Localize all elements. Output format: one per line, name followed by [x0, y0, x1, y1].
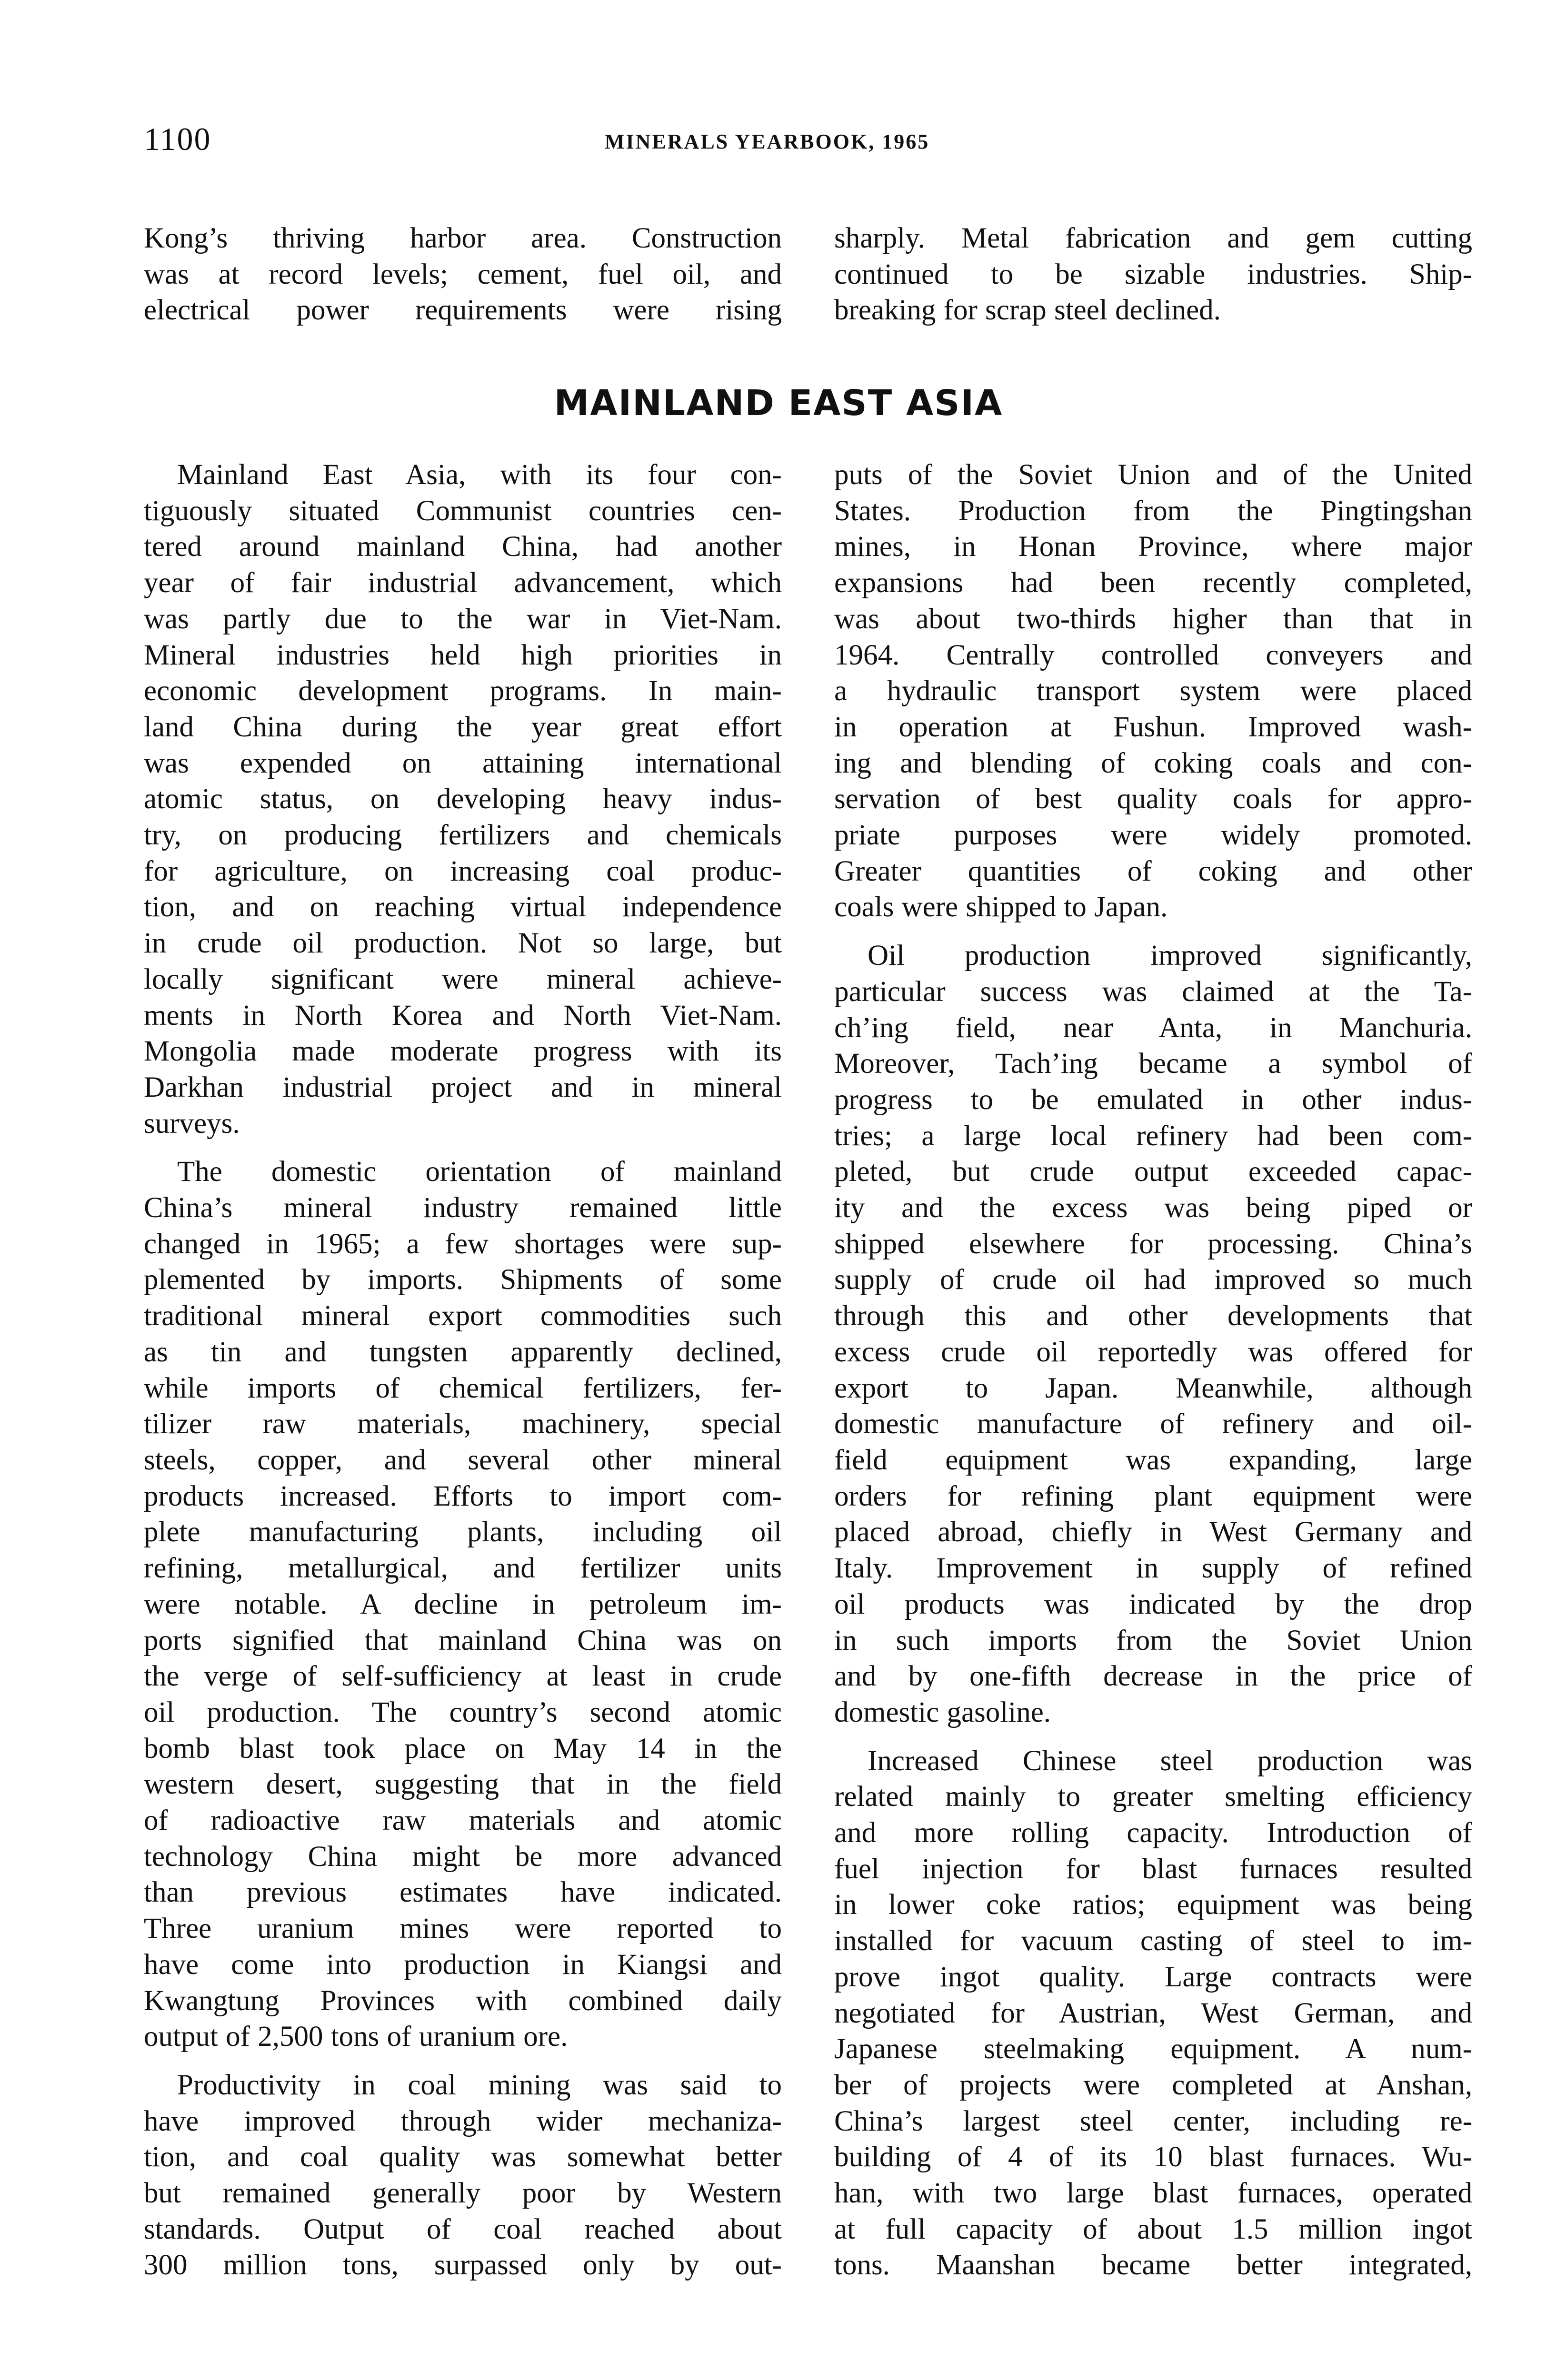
text-line: prove ingot quality. Large contracts were: [834, 1961, 1472, 1993]
text-line: have come into production in Kiangsi and: [144, 1948, 782, 1981]
text-line: than previous estimates have indicated.: [144, 1876, 782, 1909]
text-line: year of fair industrial advancement, which: [144, 567, 782, 599]
text-line: Three uranium mines were reported to: [144, 1913, 782, 1945]
text-line: han, with two large blast furnaces, operated: [834, 2177, 1472, 2210]
text-line: have improved through wider mechaniza-: [144, 2105, 782, 2137]
text-line: of radioactive raw materials and atomic: [144, 1805, 782, 1837]
text-line: Productivity in coal mining was said to: [177, 2069, 782, 2101]
text-line: plete manufacturing plants, including oil: [144, 1516, 782, 1548]
text-line: related mainly to greater smelting efficiency: [834, 1781, 1472, 1813]
text-line: Mineral industries held high priorities in: [144, 639, 782, 671]
text-line: Japanese steelmaking equipment. A num-: [834, 2033, 1472, 2065]
text-line: Increased Chinese steel production was: [868, 1745, 1472, 1777]
text-line: locally significant were mineral achieve-: [144, 963, 782, 995]
text-line: tons. Maanshan became better integrated,: [834, 2249, 1472, 2281]
page-number: 1100: [144, 121, 211, 157]
text-line: in lower coke ratios; equipment was being: [834, 1889, 1472, 1921]
text-line: technology China might be more advanced: [144, 1840, 782, 1873]
text-line: progress to be emulated in other indus-: [834, 1083, 1472, 1116]
text-line: Darkhan industrial project and in mineral: [144, 1071, 782, 1103]
paragraph: [834, 1743, 1472, 2284]
text-line: Oil production improved significantly,: [868, 940, 1472, 972]
top-right-text: [834, 220, 1472, 328]
text-line: ments in North Korea and North Viet-Nam.: [144, 999, 782, 1031]
text-line: China’s mineral industry remained little: [144, 1192, 782, 1224]
text-line: breaking for scrap steel declined.: [834, 294, 1221, 327]
text-line: oil products was indicated by the drop: [834, 1588, 1472, 1620]
text-line: Mongolia made moderate progress with its: [144, 1035, 782, 1068]
text-line: continued to be sizable industries. Ship-: [834, 258, 1472, 290]
text-line: were notable. A decline in petroleum im-: [144, 1588, 782, 1620]
text-line: Mainland East Asia, with its four con-: [177, 459, 782, 491]
text-line: steels, copper, and several other mineral: [144, 1444, 782, 1476]
text-line: States. Production from the Pingtingshan: [834, 495, 1472, 527]
text-line: Kwangtung Provinces with combined daily: [144, 1984, 782, 2017]
text-line: while imports of chemical fertilizers, fer-: [144, 1372, 782, 1404]
text-line: electrical power requirements were rising: [144, 294, 782, 327]
text-line: traditional mineral export commodities such: [144, 1300, 782, 1332]
text-line: changed in 1965; a few shortages were sup-: [144, 1228, 782, 1260]
text-line: placed abroad, chiefly in West Germany and: [834, 1516, 1472, 1548]
text-line: ch’ing field, near Anta, in Manchuria.: [834, 1012, 1472, 1044]
text-line: ity and the excess was being piped or: [834, 1192, 1472, 1224]
text-line: land China during the year great effort: [144, 711, 782, 743]
text-line: output of 2,500 tons of uranium ore.: [144, 2021, 568, 2053]
text-line: refining, metallurgical, and fertilizer units: [144, 1552, 782, 1585]
running-title: MINERALS YEARBOOK, 1965: [605, 130, 930, 153]
text-line: tered around mainland China, had another: [144, 531, 782, 563]
text-line: tion, and on reaching virtual independence: [144, 891, 782, 923]
text-line: China’s largest steel center, including re-: [834, 2105, 1472, 2137]
text-line: Moreover, Tach’ing became a symbol of: [834, 1048, 1472, 1080]
text-line: try, on producing fertilizers and chemicals: [144, 819, 782, 852]
paragraph: [834, 457, 1472, 925]
text-line: orders for refining plant equipment were: [834, 1480, 1472, 1512]
text-line: western desert, suggesting that in the field: [144, 1768, 782, 1801]
text-line: field equipment was expanding, large: [834, 1444, 1472, 1476]
text-line: at full capacity of about 1.5 million ingot: [834, 2213, 1472, 2245]
text-line: export to Japan. Meanwhile, although: [834, 1372, 1472, 1404]
text-line: the verge of self-sufficiency at least in crude: [144, 1660, 782, 1693]
text-line: was about two-thirds higher than that in: [834, 603, 1472, 635]
paragraph: [144, 457, 782, 1141]
text-line: was partly due to the war in Viet-Nam.: [144, 603, 782, 635]
text-line: and more rolling capacity. Introduction of: [834, 1817, 1472, 1849]
text-line: sharply. Metal fabrication and gem cutting: [834, 222, 1472, 254]
text-line: surveys.: [144, 1107, 240, 1140]
text-line: Kong’s thriving harbor area. Construction: [144, 222, 782, 254]
text-line: tiguously situated Communist countries cen-: [144, 495, 782, 527]
text-line: for agriculture, on increasing coal produc-: [144, 855, 782, 887]
text-line: coals were shipped to Japan.: [834, 891, 1168, 923]
paragraph: [144, 1154, 782, 2055]
text-line: standards. Output of coal reached about: [144, 2213, 782, 2245]
paragraph: [834, 938, 1472, 1730]
text-line: Italy. Improvement in supply of refined: [834, 1552, 1472, 1585]
text-line: ber of projects were completed at Anshan,: [834, 2069, 1472, 2101]
left-column: [144, 457, 782, 2283]
text-line: but remained generally poor by Western: [144, 2177, 782, 2210]
text-line: Greater quantities of coking and other: [834, 855, 1472, 887]
text-line: ports signified that mainland China was on: [144, 1624, 782, 1656]
text-line: economic development programs. In main-: [144, 675, 782, 707]
text-line: ing and blending of coking coals and con-: [834, 747, 1472, 779]
text-line: The domestic orientation of mainland: [177, 1156, 782, 1188]
text-line: tion, and coal quality was somewhat better: [144, 2141, 782, 2173]
text-line: puts of the Soviet Union and of the United: [834, 459, 1472, 491]
text-line: products increased. Efforts to import com-: [144, 1480, 782, 1512]
text-line: supply of crude oil had improved so much: [834, 1264, 1472, 1296]
text-line: plemented by imports. Shipments of some: [144, 1264, 782, 1296]
text-line: was expended on attaining international: [144, 747, 782, 779]
text-line: negotiated for Austrian, West German, and: [834, 1997, 1472, 2029]
section-title: MAINLAND EAST ASIA: [554, 383, 1003, 424]
text-line: shipped elsewhere for processing. China’s: [834, 1228, 1472, 1260]
text-line: servation of best quality coals for appro-: [834, 783, 1472, 815]
text-line: in crude oil production. Not so large, but: [144, 927, 782, 960]
text-line: 300 million tons, surpassed only by out-: [144, 2249, 782, 2281]
text-line: and by one-fifth decrease in the price of: [834, 1660, 1472, 1693]
paragraph: [144, 2067, 782, 2283]
text-line: domestic manufacture of refinery and oil-: [834, 1408, 1472, 1440]
top-left-text: [144, 220, 782, 328]
text-line: atomic status, on developing heavy indus-: [144, 783, 782, 815]
right-column: [834, 457, 1472, 2283]
text-line: mines, in Honan Province, where major: [834, 531, 1472, 563]
text-line: fuel injection for blast furnaces resulted: [834, 1853, 1472, 1885]
text-line: building of 4 of its 10 blast furnaces. Wu-: [834, 2141, 1472, 2173]
text-line: bomb blast took place on May 14 in the: [144, 1732, 782, 1765]
text-line: expansions had been recently completed,: [834, 567, 1472, 599]
text-line: 1964. Centrally controlled conveyers and: [834, 639, 1472, 671]
text-line: tilizer raw materials, machinery, special: [144, 1408, 782, 1440]
text-line: a hydraulic transport system were placed: [834, 675, 1472, 707]
text-line: in operation at Fushun. Improved wash-: [834, 711, 1472, 743]
text-line: was at record levels; cement, fuel oil, and: [144, 258, 782, 290]
text-line: oil production. The country’s second atomic: [144, 1696, 782, 1728]
text-line: domestic gasoline.: [834, 1696, 1051, 1728]
text-line: as tin and tungsten apparently declined,: [144, 1336, 782, 1368]
text-line: pleted, but crude output exceeded capac-: [834, 1156, 1472, 1188]
text-line: tries; a large local refinery had been com-: [834, 1120, 1472, 1152]
text-line: excess crude oil reportedly was offered for: [834, 1336, 1472, 1368]
text-line: installed for vacuum casting of steel to im-: [834, 1925, 1472, 1957]
text-line: through this and other developments that: [834, 1300, 1472, 1332]
text-line: in such imports from the Soviet Union: [834, 1624, 1472, 1656]
text-line: particular success was claimed at the Ta-: [834, 975, 1472, 1008]
text-line: priate purposes were widely promoted.: [834, 819, 1472, 852]
